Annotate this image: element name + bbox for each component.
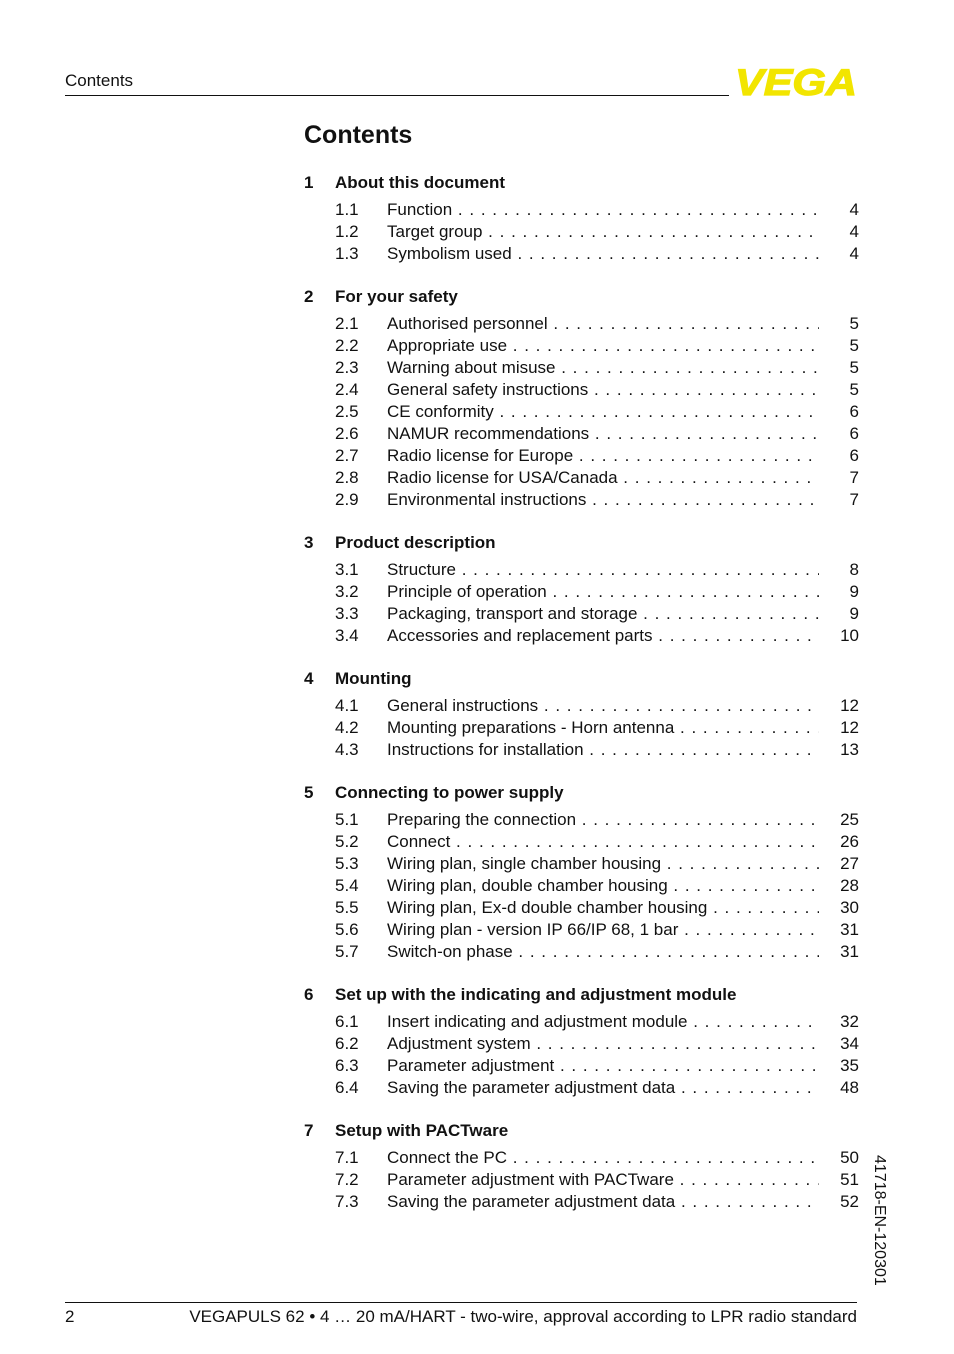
entry-number: 2.9 — [335, 490, 359, 509]
entry-number: 5.7 — [335, 942, 359, 961]
entry-title-leader — [387, 1169, 819, 1191]
entry-number: 3.1 — [335, 560, 359, 579]
entry-page-number: 48 — [840, 1078, 859, 1097]
toc-section — [304, 982, 859, 1099]
entry-title-leader — [387, 199, 819, 221]
entry-title: Structure — [387, 560, 456, 579]
entry-page-number: 13 — [840, 740, 859, 759]
entry-page-number: 9 — [849, 604, 859, 623]
entry-title: Warning about misuse — [387, 358, 556, 377]
toc-section — [304, 666, 859, 761]
entry-number: 2.6 — [335, 424, 359, 443]
entry-number: 3.4 — [335, 626, 359, 645]
entry-page-number: 34 — [840, 1034, 859, 1053]
toc-entry[interactable] — [304, 401, 859, 423]
entry-title: CE conformity — [387, 402, 494, 421]
section-title: About this document — [335, 173, 505, 192]
toc-entry[interactable] — [304, 717, 859, 739]
entry-title: General safety instructions — [387, 380, 589, 399]
entry-page-number: 52 — [840, 1192, 859, 1211]
entry-title: Connect the PC — [387, 1148, 508, 1167]
entry-title: Appropriate use — [387, 336, 508, 355]
entry-number: 7.3 — [335, 1192, 359, 1211]
entry-title: Insert indicating and adjustment module — [387, 1012, 688, 1031]
section-number: 6 — [304, 985, 314, 1004]
toc-entry[interactable] — [304, 559, 859, 581]
entry-title: Saving the parameter adjustment data — [387, 1192, 676, 1211]
toc-entry[interactable] — [304, 335, 859, 357]
entry-title: Radio license for Europe — [387, 446, 574, 465]
entry-number: 2.8 — [335, 468, 359, 487]
footer-rule — [65, 1302, 857, 1303]
entry-title-leader — [387, 625, 819, 647]
entry-number: 7.2 — [335, 1170, 359, 1189]
toc-section-heading[interactable] — [304, 1118, 859, 1144]
toc-entry[interactable] — [304, 489, 859, 511]
entry-page-number: 31 — [840, 920, 859, 939]
entry-title-leader — [387, 941, 819, 963]
toc-entry[interactable] — [304, 423, 859, 445]
entry-page-number: 7 — [849, 468, 859, 487]
entry-page-number: 50 — [840, 1148, 859, 1167]
entry-title-leader — [387, 335, 819, 357]
entry-title: General instructions — [387, 696, 539, 715]
entry-page-number: 4 — [849, 222, 859, 241]
entry-number: 4.2 — [335, 718, 359, 737]
toc-entry[interactable] — [304, 831, 859, 853]
entry-number: 5.1 — [335, 810, 359, 829]
section-title: Set up with the indicating and adjustment module — [335, 985, 737, 1004]
toc-entry[interactable] — [304, 809, 859, 831]
entry-title-leader — [387, 603, 819, 625]
section-title: Product description — [335, 533, 496, 552]
entry-title: Parameter adjustment — [387, 1056, 555, 1075]
entry-title-leader — [387, 581, 819, 603]
entry-page-number: 51 — [840, 1170, 859, 1189]
toc-entry[interactable] — [304, 739, 859, 761]
entry-page-number: 10 — [840, 626, 859, 645]
toc-entry[interactable] — [304, 695, 859, 717]
entry-page-number: 26 — [840, 832, 859, 851]
entry-page-number: 30 — [840, 898, 859, 917]
entry-title-leader — [387, 559, 819, 581]
entry-page-number: 7 — [849, 490, 859, 509]
toc-section-heading[interactable] — [304, 284, 859, 310]
entry-number: 2.5 — [335, 402, 359, 421]
toc-entry[interactable] — [304, 199, 859, 221]
toc-section-heading[interactable] — [304, 530, 859, 556]
entry-page-number: 32 — [840, 1012, 859, 1031]
entry-title-leader — [387, 1033, 819, 1055]
toc-entry[interactable] — [304, 379, 859, 401]
entry-page-number: 28 — [840, 876, 859, 895]
entry-title: Adjustment system — [387, 1034, 531, 1053]
toc-entry[interactable] — [304, 1169, 859, 1191]
logo-text: VEGA — [735, 66, 857, 98]
entry-title: Wiring plan, Ex-d double chamber housing — [387, 898, 708, 917]
entry-title: NAMUR recommendations — [387, 424, 590, 443]
entry-title-leader — [387, 739, 819, 761]
header-label: Contents — [65, 71, 134, 90]
entry-title-leader — [387, 313, 819, 335]
page-title: Contents — [304, 121, 413, 149]
entry-title-leader — [387, 357, 819, 379]
entry-title-leader — [387, 467, 819, 489]
entry-page-number: 6 — [849, 402, 859, 421]
entry-page-number: 4 — [849, 244, 859, 263]
entry-title: Instructions for installation — [387, 740, 584, 759]
toc-section — [304, 170, 859, 265]
toc-entry[interactable] — [304, 853, 859, 875]
entry-title-leader — [387, 919, 819, 941]
entry-page-number: 12 — [840, 696, 859, 715]
entry-number: 2.3 — [335, 358, 359, 377]
entry-number: 4.1 — [335, 696, 359, 715]
entry-title-leader — [387, 875, 819, 897]
toc-entry[interactable] — [304, 919, 859, 941]
entry-title-leader — [387, 1147, 819, 1169]
entry-title: Function — [387, 200, 453, 219]
entry-number: 1.1 — [335, 200, 359, 219]
toc-section-heading[interactable] — [304, 780, 859, 806]
section-title: Setup with PACTware — [335, 1121, 509, 1140]
entry-title: Packaging, transport and storage — [387, 604, 638, 623]
toc-entry[interactable] — [304, 1147, 859, 1169]
document-code: 41718-EN-120301 — [871, 1155, 888, 1286]
entry-number: 5.6 — [335, 920, 359, 939]
entry-title-leader — [387, 831, 819, 853]
toc-entry[interactable] — [304, 445, 859, 467]
entry-page-number: 6 — [849, 446, 859, 465]
entry-title: Environmental instructions — [387, 490, 587, 509]
entry-title-leader — [387, 717, 819, 739]
table-of-contents — [304, 170, 859, 1232]
section-title: For your safety — [335, 287, 458, 306]
toc-section-heading[interactable] — [304, 982, 859, 1008]
entry-title: Saving the parameter adjustment data — [387, 1078, 676, 1097]
entry-number: 7.1 — [335, 1148, 359, 1167]
entry-number: 3.2 — [335, 582, 359, 601]
toc-section-heading[interactable] — [304, 666, 859, 692]
entry-page-number: 25 — [840, 810, 859, 829]
entry-title-leader — [387, 1055, 819, 1077]
section-number: 1 — [304, 173, 314, 192]
entry-title-leader — [387, 221, 819, 243]
entry-number: 6.4 — [335, 1078, 359, 1097]
entry-title-leader — [387, 401, 819, 423]
entry-page-number: 4 — [849, 200, 859, 219]
section-title: Mounting — [335, 669, 412, 688]
entry-number: 1.2 — [335, 222, 359, 241]
vega-logo — [734, 66, 858, 98]
toc-entry[interactable] — [304, 1077, 859, 1099]
entry-title-leader — [387, 445, 819, 467]
section-number: 7 — [304, 1121, 314, 1140]
entry-number: 4.3 — [335, 740, 359, 759]
header-rule — [65, 95, 729, 96]
entry-title-leader — [387, 853, 819, 875]
entry-title: Principle of operation — [387, 582, 547, 601]
section-number: 2 — [304, 287, 314, 306]
entry-title: Switch-on phase — [387, 942, 513, 961]
footer-page-number: 2 — [65, 1307, 75, 1326]
entry-title: Connect — [387, 832, 451, 851]
toc-entry[interactable] — [304, 581, 859, 603]
entry-number: 2.1 — [335, 314, 359, 333]
entry-number: 2.2 — [335, 336, 359, 355]
entry-title: Wiring plan - version IP 66/IP 68, 1 bar — [387, 920, 679, 939]
toc-entry[interactable] — [304, 1033, 859, 1055]
entry-page-number: 5 — [849, 358, 859, 377]
toc-section — [304, 780, 859, 963]
entry-page-number: 5 — [849, 380, 859, 399]
entry-title: Wiring plan, single chamber housing — [387, 854, 662, 873]
entry-page-number: 35 — [840, 1056, 859, 1075]
entry-number: 6.2 — [335, 1034, 359, 1053]
entry-title-leader — [387, 243, 819, 265]
entry-title-leader — [387, 423, 819, 445]
entry-number: 1.3 — [335, 244, 359, 263]
entry-title: Radio license for USA/Canada — [387, 468, 618, 487]
entry-page-number: 5 — [849, 336, 859, 355]
entry-title-leader — [387, 489, 819, 511]
entry-title: Mounting preparations - Horn antenna — [387, 718, 675, 737]
toc-entry[interactable] — [304, 625, 859, 647]
entry-page-number: 31 — [840, 942, 859, 961]
entry-number: 5.4 — [335, 876, 359, 895]
entry-title-leader — [387, 695, 819, 717]
entry-title-leader — [387, 897, 819, 919]
entry-title-leader — [387, 379, 819, 401]
toc-entry[interactable] — [304, 1011, 859, 1033]
toc-section — [304, 530, 859, 647]
toc-entry[interactable] — [304, 941, 859, 963]
entry-number: 6.1 — [335, 1012, 359, 1031]
entry-page-number: 27 — [840, 854, 859, 873]
entry-number: 5.5 — [335, 898, 359, 917]
entry-number: 2.4 — [335, 380, 359, 399]
toc-section — [304, 284, 859, 511]
entry-title-leader — [387, 1011, 819, 1033]
entry-number: 3.3 — [335, 604, 359, 623]
section-number: 3 — [304, 533, 314, 552]
entry-number: 5.2 — [335, 832, 359, 851]
entry-title: Preparing the connection — [387, 810, 577, 829]
entry-title: Parameter adjustment with PACTware — [387, 1170, 674, 1189]
toc-entry[interactable] — [304, 243, 859, 265]
entry-page-number: 8 — [849, 560, 859, 579]
entry-title: Accessories and replacement parts — [387, 626, 653, 645]
entry-number: 6.3 — [335, 1056, 359, 1075]
section-title: Connecting to power supply — [335, 783, 564, 802]
toc-entry[interactable] — [304, 221, 859, 243]
entry-title: Wiring plan, double chamber housing — [387, 876, 668, 895]
toc-entry[interactable] — [304, 1055, 859, 1077]
toc-entry[interactable] — [304, 313, 859, 335]
footer-text: VEGAPULS 62 • 4 … 20 mA/HART - two-wire, approval according to LPR radio standard — [189, 1307, 857, 1326]
toc-entry[interactable] — [304, 897, 859, 919]
entry-page-number: 5 — [849, 314, 859, 333]
toc-section — [304, 1118, 859, 1213]
toc-entry[interactable] — [304, 875, 859, 897]
section-number: 4 — [304, 669, 314, 688]
entry-page-number: 12 — [840, 718, 859, 737]
entry-title-leader — [387, 1191, 819, 1213]
toc-entry[interactable] — [304, 357, 859, 379]
toc-entry[interactable] — [304, 603, 859, 625]
section-number: 5 — [304, 783, 314, 802]
entry-title: Symbolism used — [387, 244, 512, 263]
toc-entry[interactable] — [304, 467, 859, 489]
toc-entry[interactable] — [304, 1191, 859, 1213]
entry-title-leader — [387, 809, 819, 831]
entry-title: Authorised personnel — [387, 314, 548, 333]
entry-number: 2.7 — [335, 446, 359, 465]
toc-section-heading[interactable] — [304, 170, 859, 196]
entry-page-number: 9 — [849, 582, 859, 601]
entry-number: 5.3 — [335, 854, 359, 873]
entry-title: Target group — [387, 222, 483, 241]
entry-title-leader — [387, 1077, 819, 1099]
entry-page-number: 6 — [849, 424, 859, 443]
